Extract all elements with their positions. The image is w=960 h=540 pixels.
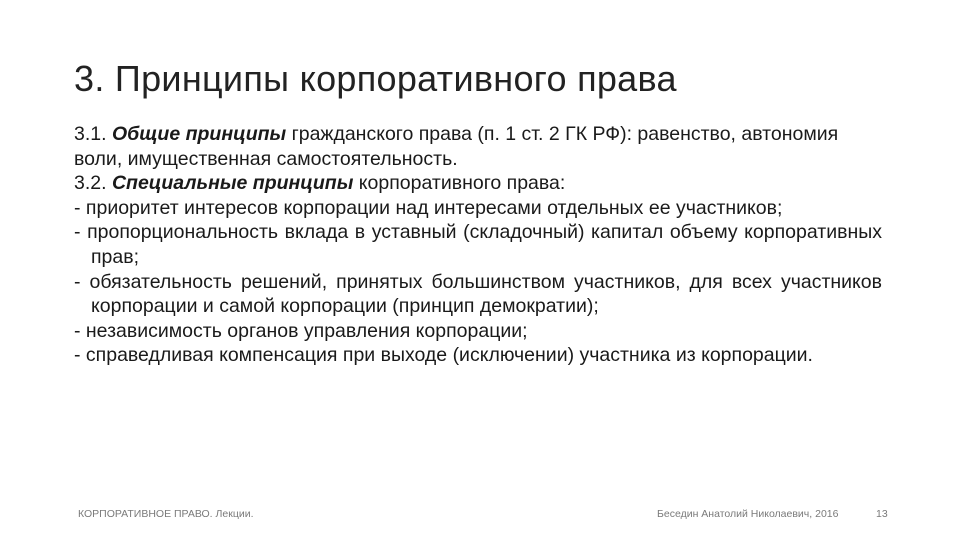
principle-special [74,171,882,196]
footer-author: Беседин Анатолий Николаевич, 2016 [657,508,839,520]
slide-body [74,122,882,368]
footer-course-label: КОРПОРАТИВНОЕ ПРАВО. Лекции. [78,508,254,520]
principle-general [74,122,882,171]
bullet-item-compensation: - справедливая компенсация при выходе (исключении) участника из корпорации. [74,344,813,367]
bullet-item-binding-decisions: - обязательность решений, принятых большинством участников, для всех участников корпорации и самой корпорации (принцип демократии); [74,270,882,318]
general-emphasis: Общие принципы [111,123,287,145]
bullet-item-independence: - независимость органов управления корпорации; [74,319,528,342]
special-text: корпоративного права: [353,172,566,195]
special-prefix: 3.2. [74,172,112,195]
slide-title: 3. Принципы корпоративного права [74,58,677,99]
footer-page-number: 13 [876,508,888,520]
general-prefix: 3.1. [74,123,112,145]
general-text: гражданского права (п. 1 ст. 2 ГК РФ): равенство, автономия воли, имущественная самостоятельность. [74,123,839,170]
special-emphasis: Специальные принципы [111,172,354,195]
bullet-item-priority: - приоритет интересов корпорации над интересами отдельных ее участников; [74,196,783,219]
bullet-item-proportionality: - пропорциональность вклада в уставный (складочный) капитал объему корпоративных прав; [74,221,882,268]
